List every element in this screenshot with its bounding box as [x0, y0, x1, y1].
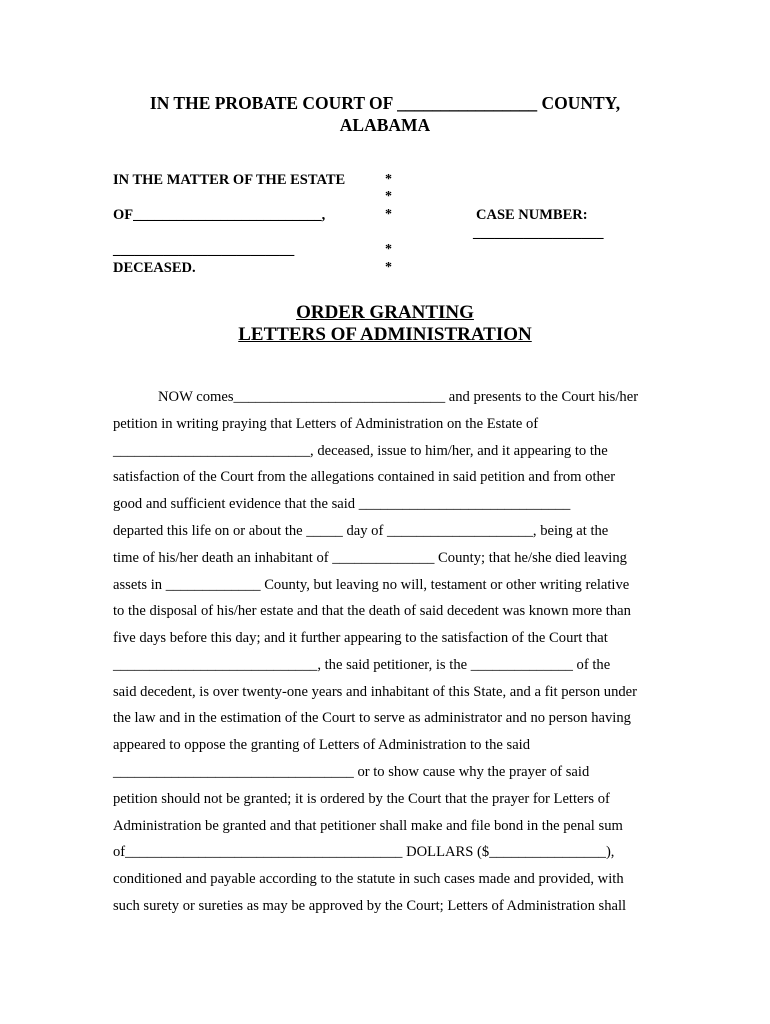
body-line: time of his/her death an inhabitant of ______________ County; that he/she died leaving — [113, 550, 627, 566]
court-heading-line1: IN THE PROBATE COURT OF ________________ COUNTY, — [149, 93, 621, 113]
deceased-label: DECEASED. — [113, 260, 196, 276]
body-line: _________________________________ or to show cause why the prayer of said — [113, 764, 590, 780]
case-number-label: CASE NUMBER: — [476, 207, 588, 223]
body-line: to the disposal of his/her estate and that the death of said decedent was known more than — [113, 603, 631, 619]
body-line: good and sufficient evidence that the said _____________________________ — [113, 496, 571, 512]
body-line: departed this life on or about the _____ day of ____________________, being at the — [113, 523, 609, 539]
body-line: Administration be granted and that petitioner shall make and file bond in the penal sum — [113, 818, 623, 834]
body-line: of______________________________________ DOLLARS ($________________), — [113, 844, 615, 860]
order-title-line2: LETTERS OF ADMINISTRATION — [238, 324, 532, 345]
decedent-name-blank: _________________________ — [113, 242, 295, 258]
body-line: NOW comes_____________________________ and presents to the Court his/her — [158, 389, 639, 405]
caption-star: * — [385, 172, 392, 187]
body-line: such surety or sureties as may be approved by the Court; Letters of Administration shall — [113, 898, 627, 914]
body-line: ___________________________, deceased, issue to him/her, and it appearing to the — [113, 443, 608, 459]
body-line: conditioned and payable according to the statute in such cases made and provided, with — [113, 871, 624, 887]
estate-matter-label: IN THE MATTER OF THE ESTATE — [113, 172, 346, 188]
body-line: assets in _____________ County, but leaving no will, testament or other writing relative — [113, 577, 630, 593]
caption-star: * — [385, 260, 392, 275]
body-line: petition should not be granted; it is ordered by the Court that the prayer for Letters of — [113, 791, 610, 807]
body-line: satisfaction of the Court from the allegations contained in said petition and from other — [113, 469, 616, 485]
body-line: said decedent, is over twenty-one years and inhabitant of this State, and a fit person under — [113, 684, 637, 700]
body-line: five days before this day; and it further appearing to the satisfaction of the Court that — [113, 630, 608, 646]
case-number-blank: __________________ — [473, 225, 604, 241]
body-line: petition in writing praying that Letters of Administration on the Estate of — [113, 416, 539, 432]
court-heading-line2: ALABAMA — [339, 115, 431, 135]
caption-star: * — [385, 207, 392, 222]
order-title-line1: ORDER GRANTING — [296, 302, 474, 323]
body-line: appeared to oppose the granting of Letters of Administration to the said — [113, 737, 531, 753]
body-line: the law and in the estimation of the Court to serve as administrator and no person having — [113, 710, 631, 726]
caption-star: * — [385, 189, 392, 204]
body-line: ____________________________, the said petitioner, is the ______________ of the — [113, 657, 611, 673]
estate-of-line: OF__________________________, — [113, 207, 326, 223]
caption-star: * — [385, 242, 392, 257]
